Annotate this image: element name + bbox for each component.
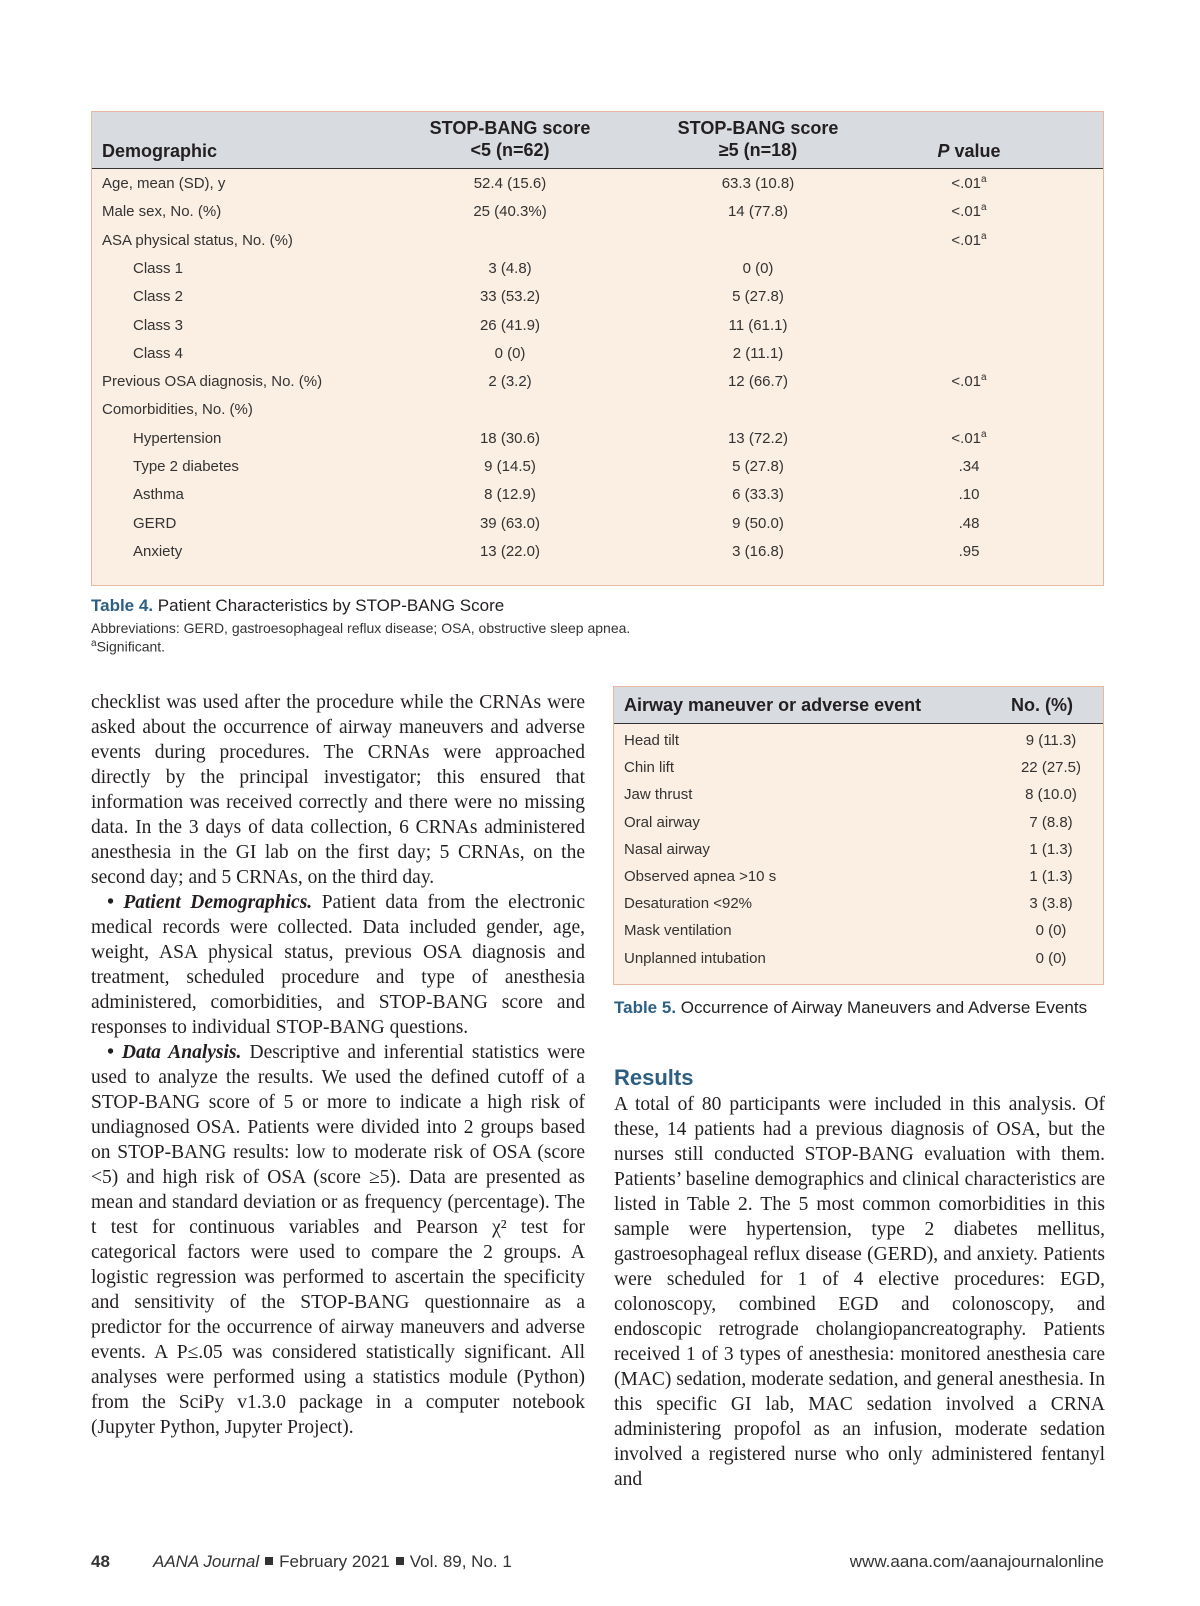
table-row <box>614 863 1103 891</box>
paragraph-results: A total of 80 participants were included in this analysis. Of these, 14 patients had a previous diagnosis of OSA, but the nurses still conducted STOP-BANG evaluation with them. Patients’ baseline demographics and clinical characteristics are listed in Table 2. The 5 most common comorbidities in this sample were hypertension, type 2 diabetes mellitus, gastroesophageal reflux disease (GERD), and anxiety. Patients were scheduled for 1 of 4 elective procedures: EGD, colonoscopy, combined EGD and colonoscopy, and endoscopic retrograde cholangiopancreatography. Patients received 1 of 3 types of anesthesia: monitored anesthesia care (MAC) sedation, moderate sedation, and general anesthesia. In this specific GI lab, MAC sedation involved a CRNA administering propofol as an infusion, moderate sedation involved a registered nurse who only administered fentanyl and <box>614 1094 1105 1490</box>
table-row <box>614 727 1103 755</box>
cell-high-score: 11 (61.1) <box>728 316 788 334</box>
header-low-score: STOP-BANG score <5 (n=62) <box>429 118 591 160</box>
cell-p-value <box>924 203 1014 220</box>
table-4 <box>91 111 1104 586</box>
cell-p-value <box>924 373 1014 390</box>
p-value-text: .34 <box>958 458 980 475</box>
row-label: Comorbidities, No. (%) <box>102 401 253 419</box>
event-label: Observed apnea >10 s <box>624 868 777 885</box>
table-row <box>92 254 1103 283</box>
cell-low-score: 39 (63.0) <box>479 514 541 532</box>
paragraph-data-analysis: • Data Analysis. Descriptive and inferential statistics were used to analyze the results. We used the defined cutoff of a STOP-BANG score of 5 or more to indicate a high risk of undiagnosed OSA. Patients were divided into 2 groups based on STOP-BANG results: low to moderate risk of OSA (score <5) and high risk of OSA (score ≥5). Data are presented as mean and standard deviation or as frequency (percentage). The t test for continuous variables and Pearson χ² test for categorical factors were used to compare the 2 groups. A logistic regression was performed to ascertain the specificity and sensitivity of the STOP-BANG questionnaire as a predictor for the occurrence of airway maneuvers and adverse events. A P≤.05 was considered statistically significant. All analyses were performed using a statistics module (Python) from the SciPy v1.3.0 package in a computer notebook (Jupyter Python, Jupyter Project). <box>91 1042 585 1438</box>
table-5-caption: Table 5. Occurrence of Airway Maneuvers and Adverse Events <box>614 998 1088 1017</box>
cell-low-score: 18 (30.6) <box>479 429 541 447</box>
p-value-text: <.01 <box>951 175 982 192</box>
cell-low-score: 33 (53.2) <box>479 288 541 306</box>
table-row <box>92 537 1103 566</box>
significance-mark: a <box>981 202 987 214</box>
cell-high-score: 5 (27.8) <box>732 458 784 475</box>
row-label: Anxiety <box>133 542 183 560</box>
row-label: Previous OSA diagnosis, No. (%) <box>102 373 323 391</box>
cell-p-value <box>924 232 1014 249</box>
event-label: Nasal airway <box>624 840 710 858</box>
cell-high-score: 12 (66.7) <box>727 373 789 391</box>
table-4-footnote: $^a$Significant. <box>91 638 166 655</box>
cell-low-score: 9 (14.5) <box>484 458 536 475</box>
table-row <box>92 169 1103 198</box>
event-label: Desaturation <92% <box>624 895 752 913</box>
table-5-header <box>614 687 1103 724</box>
page-number: 48 <box>91 1552 110 1571</box>
cell-high-score: 9 (50.0) <box>732 514 784 532</box>
cell-p-value <box>924 430 1014 447</box>
event-count: 0 (0) <box>1035 949 1067 967</box>
row-label: Age, mean (SD), y <box>102 175 226 192</box>
cell-high-score: 2 (11.1) <box>732 344 784 362</box>
table-row <box>92 311 1103 340</box>
table-row <box>614 781 1103 809</box>
cell-low-score: 3 (4.8) <box>488 259 532 277</box>
table-row <box>92 339 1103 368</box>
cell-high-score: 3 (16.8) <box>732 542 784 560</box>
p-value-text: <.01 <box>951 231 982 249</box>
cell-low-score: 13 (22.0) <box>479 542 541 560</box>
p-value-text: <.01 <box>951 373 982 391</box>
row-label: Class 1 <box>133 259 184 277</box>
table-row <box>92 226 1103 255</box>
row-label: Class 2 <box>133 288 184 306</box>
cell-low-score: 8 (12.9) <box>484 486 536 504</box>
event-count: 8 (10.0) <box>1025 786 1077 804</box>
significance-mark: a <box>981 230 987 242</box>
cell-high-score: 13 (72.2) <box>727 429 789 447</box>
event-label: Mask ventilation <box>624 922 732 940</box>
event-label: Unplanned intubation <box>624 949 766 967</box>
table-row <box>614 809 1103 837</box>
row-label: ASA physical status, No. (%) <box>102 231 293 249</box>
table-row <box>92 424 1103 453</box>
event-label: Oral airway <box>624 813 700 831</box>
cell-high-score: 63.3 (10.8) <box>721 175 795 192</box>
event-label: Chin lift <box>624 759 675 777</box>
table-row <box>92 367 1103 396</box>
significance-mark: a <box>981 174 987 185</box>
paragraph-patient-demographics: • Patient Demographics. Patient data from the electronic medical records were collected. Data included gender, age, weight, ASA physical status, previous OSA diagnosis and treatment, scheduled procedure and type of anesthesia administered, comorbidities, and STOP-BANG score and responses to individual STOP-BANG questions. <box>91 892 586 1038</box>
table-row <box>614 917 1103 945</box>
table-row <box>614 945 1103 973</box>
separator-square-icon <box>265 1557 273 1565</box>
table-row <box>614 754 1103 782</box>
row-label: Hypertension <box>133 429 222 447</box>
table-4-abbreviations: Abbreviations: GERD, gastroesophageal reflux disease; OSA, obstructive sleep apnea. <box>91 620 631 636</box>
cell-p-value <box>924 175 1014 192</box>
results-heading: Results <box>614 1065 694 1090</box>
event-count: 7 (8.8) <box>1029 813 1073 831</box>
p-value-text: .10 <box>958 486 980 504</box>
event-count: 1 (1.3) <box>1029 868 1073 885</box>
cell-low-score: 52.4 (15.6) <box>473 175 547 192</box>
table-4-header <box>92 112 1103 169</box>
header-p-value: P value <box>937 141 1001 161</box>
cell-high-score: 0 (0) <box>742 259 774 277</box>
cell-low-score: 0 (0) <box>494 344 526 362</box>
p-value-text: .48 <box>958 514 980 532</box>
table-row <box>92 282 1103 311</box>
cell-low-score: 2 (3.2) <box>488 373 532 391</box>
event-count: 0 (0) <box>1035 922 1067 940</box>
table-row <box>92 509 1103 538</box>
cell-p-value <box>924 458 1014 475</box>
page-footer <box>91 1552 1104 1576</box>
significance-mark: a <box>981 372 987 384</box>
paragraph-checklist: checklist was used after the procedure while the CRNAs were asked about the occurrence of airway maneuvers and adverse events during procedures. The CRNAs were approached directly by the principal investigator; this ensured that information was received correctly and there were no missing data. In the 3 days of data collection, 6 CRNAs administered anesthesia in the GI lab on the first day; 5 CRNAs, on the second day; and 5 CRNAs, on the third day. <box>91 692 585 888</box>
p-value-text: .95 <box>958 542 980 560</box>
row-label: Asthma <box>133 486 184 504</box>
journal-info: AANA Journal February 2021 Vol. 89, No. 1 <box>153 1552 512 1571</box>
separator-square-icon <box>396 1557 404 1565</box>
cell-high-score: 5 (27.8) <box>732 288 784 306</box>
event-label: Head tilt <box>624 732 680 749</box>
p-value-text: <.01 <box>951 203 982 221</box>
table-row <box>92 395 1103 424</box>
table-row <box>92 480 1103 509</box>
event-label: Jaw thrust <box>624 786 693 804</box>
cell-high-score: 6 (33.3) <box>732 486 784 504</box>
row-label: GERD <box>133 514 177 532</box>
left-column-text <box>91 690 585 1440</box>
cell-p-value <box>924 543 1014 560</box>
p-value-text: <.01 <box>951 429 982 447</box>
cell-p-value <box>924 515 1014 532</box>
row-label: Type 2 diabetes <box>133 458 239 475</box>
cell-high-score: 14 (77.8) <box>727 203 789 221</box>
event-count: 22 (27.5) <box>1020 759 1082 777</box>
event-count: 1 (1.3) <box>1029 840 1073 858</box>
table-5 <box>613 686 1104 985</box>
cell-low-score: 25 (40.3%) <box>473 203 547 221</box>
row-label: Class 4 <box>133 344 184 362</box>
table-row <box>614 836 1103 864</box>
event-count: 3 (3.8) <box>1029 895 1073 913</box>
table-row <box>92 197 1103 226</box>
journal-url[interactable]: www.aana.com/aanajournalonline <box>849 1552 1104 1571</box>
significance-mark: a <box>981 428 987 440</box>
table-row <box>614 890 1103 918</box>
table-row <box>92 452 1103 481</box>
header-demographic: Demographic <box>102 141 218 161</box>
row-label: Class 3 <box>133 316 184 334</box>
right-column-text <box>614 1092 1105 1492</box>
cell-p-value <box>924 486 1014 503</box>
header-high-score: STOP-BANG score ≥5 (n=18) <box>677 118 839 160</box>
row-label: Male sex, No. (%) <box>102 203 222 221</box>
cell-low-score: 26 (41.9) <box>479 316 541 334</box>
event-count: 9 (11.3) <box>1025 732 1077 749</box>
table-4-caption: Table 4. Patient Characteristics by STOP-BANG Score <box>91 596 505 615</box>
header-count: No. (%) <box>1011 695 1073 715</box>
header-event: Airway maneuver or adverse event <box>624 695 922 715</box>
